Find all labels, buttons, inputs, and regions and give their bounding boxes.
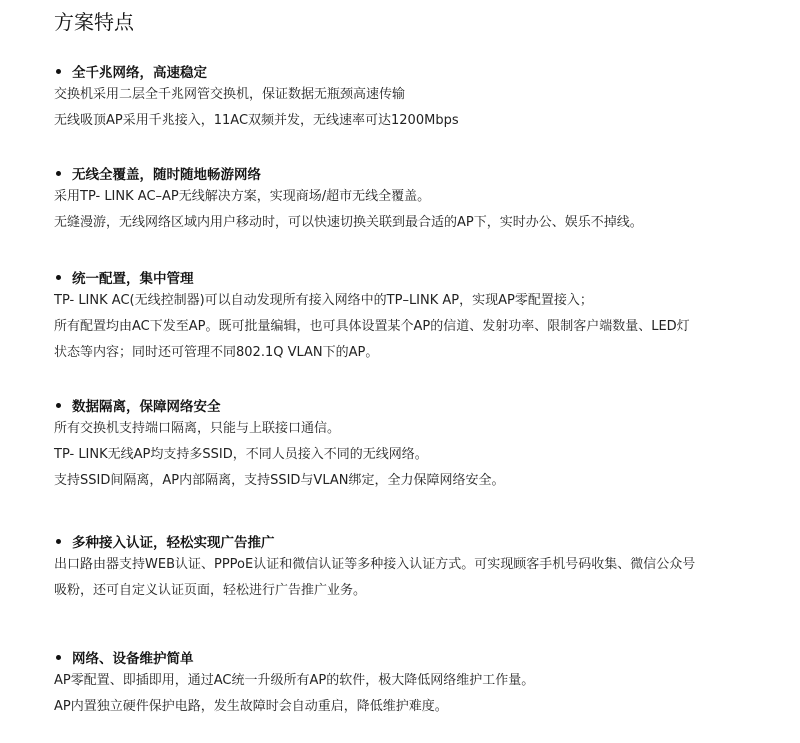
section-line: 交换机采用二层全千兆网管交换机，保证数据无瓶颈高速传输 [54,87,406,102]
section-line: TP- LINK AC(无线控制器)可以自动发现所有接入网络中的TP–LINK AP，实现AP零配置接入； [54,293,593,308]
section-line: 状态等内容；同时还可管理不同802.1Q VLAN下的AP。 [54,345,379,360]
section-heading-text: 全千兆网络，高速稳定 [72,65,207,81]
section-line: 无线吸顶AP采用千兆接入，11AC双频并发，无线速率可达1200Mbps [54,113,459,128]
section-line: AP内置独立硬件保护电路，发生故障时会自动重启，降低维护难度。 [54,699,448,714]
bullet-icon [56,655,61,660]
section-line: TP- LINK无线AP均支持多SSID，不同人员接入不同的无线网络。 [54,447,428,462]
bullet-icon [56,171,61,176]
feature-section-easy-maintenance [54,646,774,716]
feature-section-wireless-coverage [54,162,774,232]
section-heading-text: 无线全覆盖，随时随地畅游网络 [72,167,261,183]
section-line: 支持SSID间隔离，AP内部隔离，支持SSID与VLAN绑定，全力保障网络安全。 [54,473,505,488]
section-line: 出口路由器支持WEB认证、PPPoE认证和微信认证等多种接入认证方式。可实现顾客手机号码收集、微信公众号 [54,557,696,572]
bullet-icon [56,275,61,280]
feature-section-data-isolation [54,394,774,490]
section-heading-text: 网络、设备维护简单 [72,651,194,667]
bullet-icon [56,69,61,74]
section-heading-text: 统一配置，集中管理 [72,271,194,287]
section-heading-text: 数据隔离，保障网络安全 [72,399,221,415]
bullet-icon [56,403,61,408]
section-heading [54,162,774,184]
section-heading [54,266,774,288]
section-line: AP零配置、即插即用，通过AC统一升级所有AP的软件，极大降低网络维护工作量。 [54,673,535,688]
section-line: 所有配置均由AC下发至AP。既可批量编辑，也可具体设置某个AP的信道、发射功率、限制客户端数量、LED灯 [54,319,690,334]
feature-section-unified-management [54,266,774,362]
feature-section-access-auth [54,530,774,600]
section-line: 所有交换机支持端口隔离，只能与上联接口通信。 [54,421,341,436]
section-line: 无缝漫游，无线网络区域内用户移动时，可以快速切换关联到最合适的AP下，实时办公、娱乐不掉线。 [54,215,643,230]
section-line: 采用TP- LINK AC–AP无线解决方案，实现商场/超市无线全覆盖。 [54,189,431,204]
section-heading [54,394,774,416]
bullet-icon [56,539,61,544]
feature-section-gigabit [54,60,774,130]
section-heading [54,60,774,82]
section-line: 吸粉，还可自定义认证页面，轻松进行广告推广业务。 [54,583,367,598]
section-heading [54,530,774,552]
section-heading-text: 多种接入认证，轻松实现广告推广 [72,535,275,551]
section-heading [54,646,774,668]
page-title: 方案特点 [54,10,134,34]
